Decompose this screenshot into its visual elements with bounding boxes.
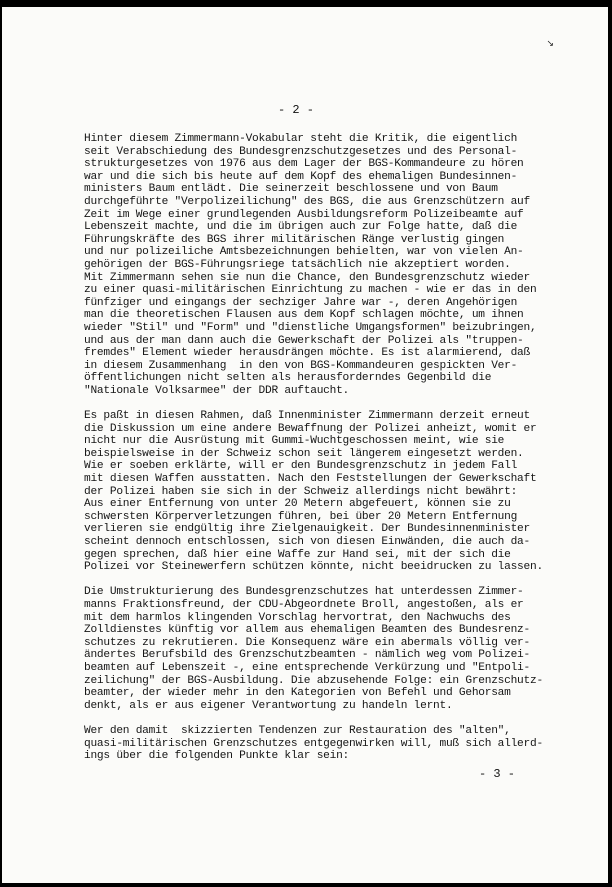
- text-line: beispielsweise in der Schweiz schon seit längerem eingesetzt werden.: [84, 447, 524, 460]
- text-line: Es paßt in diesen Rahmen, daß Innenminister Zimmermann derzeit erneut: [84, 410, 530, 423]
- text-line: der Polizei haben sie sich in der Schweiz allerdings nicht bewährt:: [84, 485, 518, 498]
- paragraph: [84, 725, 604, 763]
- document-page: [2, 7, 608, 883]
- text-line: wieder "Stil" und "Form" und "dienstliche Umgangsformen" beizubringen,: [84, 321, 537, 334]
- text-line: schutzes zu rekrutieren. Die Konsequenz wäre ein abermals völlig ver-: [84, 636, 530, 649]
- text-line: manns Fraktionsfreund, der CDU-Abgeordnete Broll, angestoßen, als er: [84, 598, 524, 611]
- text-line: fünfziger und eingangs der sechziger Jahre war -, deren Angehörigen: [84, 296, 518, 309]
- text-line: mit diesen Waffen ausstatten. Nach den Feststellungen der Gewerkschaft: [84, 473, 537, 486]
- paragraph: [84, 586, 604, 712]
- paragraph: [84, 410, 604, 574]
- text-line: seit Verabschiedung des Bundesgrenzschutzgesetzes und des Personal-: [84, 145, 518, 158]
- text-line: gegen sprechen, daß hier eine Waffe zur Hand sei, mit der sich die: [84, 548, 511, 561]
- text-line: gehörigen der BGS-Führungsriege tatsächlich nie akzeptiert worden.: [84, 258, 511, 271]
- text-line: Führungskräfte des BGS ihrer militärischen Ränge verlustig gingen: [84, 233, 505, 246]
- next-page-indicator: - 3 -: [479, 767, 516, 781]
- text-line: Polizei vor Steinewerfern schützen könnte, nicht beeidrucken zu lassen.: [84, 561, 543, 574]
- text-line: quasi-militärischen Grenzschutzes entgegenwirken will, muß sich allerd-: [84, 737, 543, 750]
- text-line: und aus der man dann auch die Gewerkschaft der Polizei als "truppen-: [84, 334, 524, 347]
- text-line: schwersten Körperverletzungen führen, bei über 20 Metern Entfernung: [84, 510, 518, 523]
- text-line: ministers Baum entlädt. Die seinerzeit beschlossene und von Baum: [84, 183, 498, 196]
- text-line: fremdes" Element wieder herausdrängen möchte. Es ist alarmierend, daß: [84, 347, 530, 360]
- body-text: [84, 133, 604, 775]
- text-line: Wer den damit skizzierten Tendenzen zur Restauration des "alten",: [84, 724, 511, 737]
- page-number: - 2 -: [278, 103, 315, 117]
- text-line: verlieren sie endgültig ihre Zielgenauigkeit. Der Bundesinnenminister: [84, 523, 530, 536]
- text-line: beamten auf Lebenszeit -, eine entsprechende Verkürzung und "Entpoli-: [84, 661, 530, 674]
- text-line: Mit Zimmermann sehen sie nun die Chance, den Bundesgrenzschutz wieder: [84, 271, 530, 284]
- text-line: mit dem harmlos klingenden Vorschlag hervortrat, den Nachwuchs des: [84, 611, 511, 624]
- text-line: die Diskussion um eine andere Bewaffnung der Polizei anheizt, womit er: [84, 422, 537, 435]
- text-line: ändertes Berufsbild des Grenzschutzbeamten - nämlich weg vom Polizei-: [84, 649, 530, 662]
- text-line: zu einer quasi-militärischen Einrichtung zu machen - wie er das in den: [84, 284, 537, 297]
- corner-mark: ↘: [546, 39, 554, 49]
- text-line: durchgeführte "Verpolizeilichung" des BGS, die aus Grenzschützern auf: [84, 195, 530, 208]
- text-line: Zolldienstes künftig vor allem aus ehemaligen Beamten des Bundesrenz-: [84, 624, 530, 637]
- text-line: in diesem Zusammenhang in den von BGS-Kommandeuren gespickten Ver-: [84, 359, 518, 372]
- text-line: strukturgesetzes von 1976 aus dem Lager der BGS-Kommandeure zu hören: [84, 158, 524, 171]
- text-line: öffentlichungen nicht selten als herausforderndes Gegenbild die: [84, 372, 492, 385]
- text-line: Die Umstrukturierung des Bundesgrenzschutzes hat unterdessen Zimmer-: [84, 586, 524, 599]
- text-line: scheint dennoch entschlossen, sich von diesen Einwänden, die auch da-: [84, 536, 530, 548]
- text-line: Zeit im Wege einer grundlegenden Ausbildungsreform Polizeibeamte auf: [84, 208, 524, 221]
- text-line: man die theoretischen Flausen aus dem Kopf schlagen möchte, um ihnen: [84, 309, 524, 322]
- paragraph: [84, 133, 604, 397]
- text-line: zeilichung" der BGS-Ausbildung. Die abzusehende Folge: ein Grenzschutz-: [84, 674, 543, 687]
- text-line: Aus einer Entfernung von unter 20 Metern abgefeuert, können sie zu: [84, 498, 511, 511]
- text-line: und nur polizeiliche Amtsbezeichnungen behielten, war von vielen An-: [84, 246, 524, 259]
- text-line: nicht nur die Ausrüstung mit Gummi-Wuchtgeschossen meint, wie sie: [84, 435, 505, 448]
- text-line: ings über die folgenden Punkte klar sein:: [84, 750, 350, 763]
- text-line: denkt, als er aus eigener Verantwortung zu handeln lernt.: [84, 699, 453, 712]
- text-line: beamter, der wieder mehr in den Kategorien von Befehl und Gehorsam: [84, 687, 511, 700]
- text-line: Wie er soeben erklärte, will er den Bundesgrenzschutz in jedem Fall: [84, 460, 518, 473]
- text-line: Lebenszeit machte, und die im übrigen auch zur Folge hatte, daß die: [84, 221, 518, 234]
- text-line: war und die sich bis heute auf dem Kopf des ehemaligen Bundesinnen-: [84, 170, 518, 183]
- text-line: Hinter diesem Zimmermann-Vokabular steht die Kritik, die eigentlich: [84, 133, 518, 145]
- text-line: "Nationale Volksarmee" der DDR auftaucht.: [84, 384, 350, 397]
